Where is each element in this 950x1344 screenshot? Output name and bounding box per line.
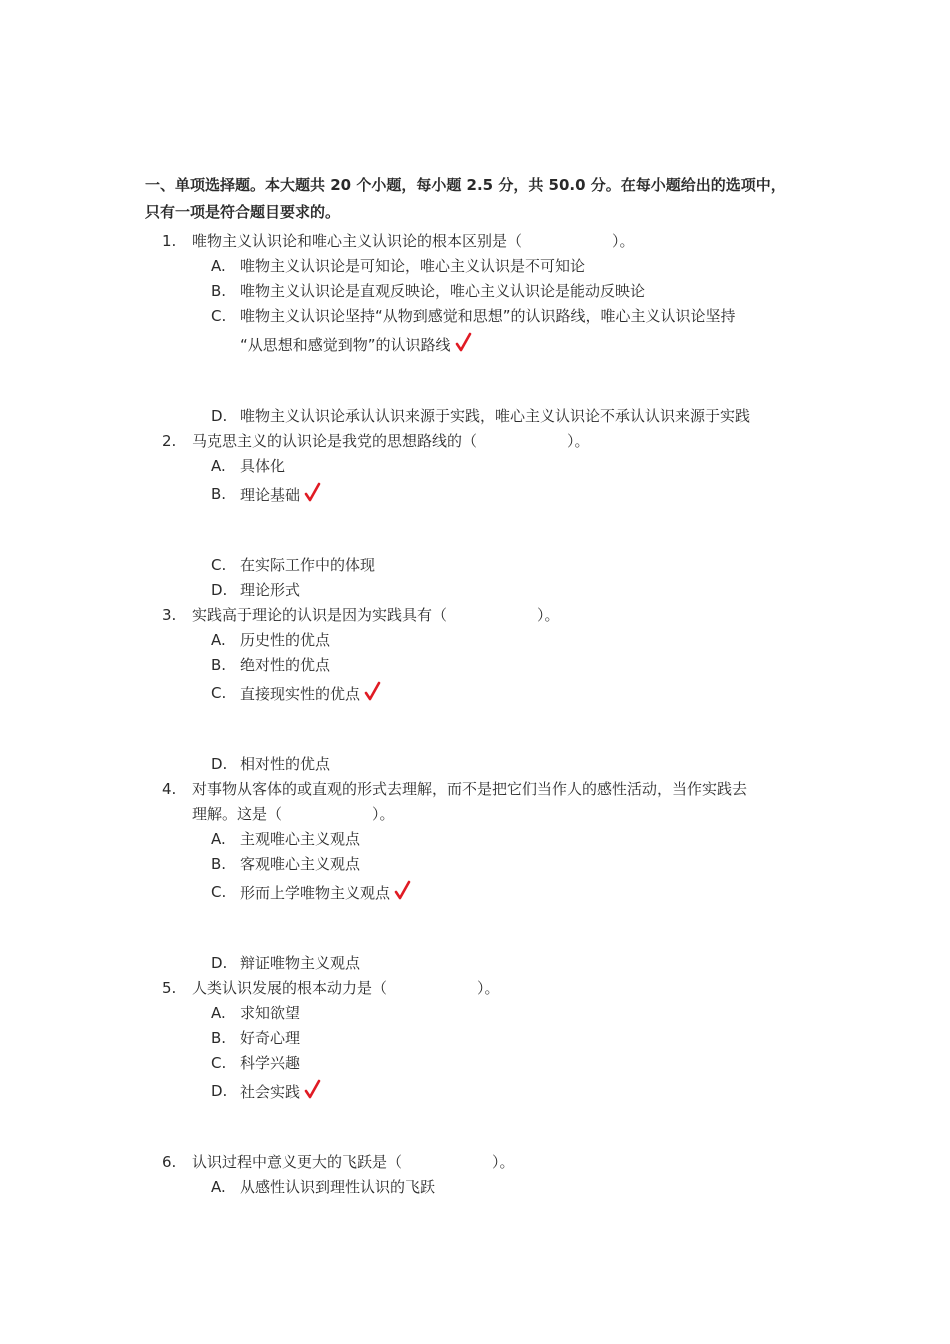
option-text[interactable]: 唯物主义认识论承认认识来源于实践，唯心主义认识论不承认认识来源于实践: [240, 407, 751, 425]
option-text-continuation: “从思想和感觉到物”的认识路线: [240, 336, 451, 354]
option-text[interactable]: 求知欲望: [240, 1004, 301, 1022]
question-number: 5.: [162, 979, 177, 997]
checkmark-icon: [455, 332, 473, 354]
option-text[interactable]: 唯物主义认识论是直观反映论，唯心主义认识论是能动反映论: [240, 282, 646, 300]
option-label: 形而上学唯物主义观点: [240, 884, 391, 902]
section-title: [145, 172, 835, 226]
option-letter[interactable]: A.: [211, 257, 226, 275]
option-letter[interactable]: A.: [211, 631, 226, 649]
option-text[interactable]: 具体化: [240, 457, 286, 475]
option-letter[interactable]: D.: [211, 581, 228, 599]
option-text[interactable]: [240, 880, 412, 905]
option-text[interactable]: 唯物主义认识论是可知论，唯心主义认识是不可知论: [240, 257, 586, 275]
option-letter[interactable]: C.: [211, 883, 227, 901]
option-letter[interactable]: D.: [211, 954, 228, 972]
option-letter[interactable]: B.: [211, 282, 227, 300]
option-letter[interactable]: C.: [211, 684, 227, 702]
option-text[interactable]: 历史性的优点: [240, 631, 331, 649]
question-stem: 马克思主义的认识论是我党的思想路线的（ ）。: [192, 432, 590, 450]
option-letter[interactable]: B.: [211, 1029, 227, 1047]
option-letter[interactable]: A.: [211, 830, 226, 848]
option-letter[interactable]: B.: [211, 656, 227, 674]
option-text[interactable]: [240, 681, 382, 706]
question-number: 2.: [162, 432, 177, 450]
question-stem: 认识过程中意义更大的飞跃是（ ）。: [192, 1153, 515, 1171]
option-text[interactable]: [240, 1079, 322, 1104]
question-number: 4.: [162, 780, 177, 798]
question-stem: 人类认识发展的根本动力是（ ）。: [192, 979, 500, 997]
option-text[interactable]: 好奇心理: [240, 1029, 301, 1047]
option-text[interactable]: 从感性认识到理性认识的飞跃: [240, 1178, 436, 1196]
option-text[interactable]: 在实际工作中的体现: [240, 556, 376, 574]
checkmark-icon: [394, 880, 412, 902]
option-text[interactable]: 绝对性的优点: [240, 656, 331, 674]
option-letter[interactable]: B.: [211, 485, 227, 503]
option-text-continued[interactable]: [240, 332, 473, 357]
question-number: 6.: [162, 1153, 177, 1171]
option-text[interactable]: 辩证唯物主义观点: [240, 954, 361, 972]
option-label: 社会实践: [240, 1083, 301, 1101]
question-stem: 实践高于理论的认识是因为实践具有（ ）。: [192, 606, 560, 624]
option-label: 直接现实性的优点: [240, 685, 361, 703]
option-text[interactable]: 客观唯心主义观点: [240, 855, 361, 873]
question-number: 1.: [162, 232, 177, 250]
option-text[interactable]: 主观唯心主义观点: [240, 830, 361, 848]
checkmark-icon: [304, 482, 322, 504]
checkmark-icon: [364, 681, 382, 703]
option-text[interactable]: [240, 482, 322, 507]
option-letter[interactable]: C.: [211, 556, 227, 574]
checkmark-icon: [304, 1079, 322, 1101]
option-text[interactable]: 理论形式: [240, 581, 301, 599]
option-letter[interactable]: D.: [211, 1082, 228, 1100]
option-letter[interactable]: D.: [211, 407, 228, 425]
option-letter[interactable]: C.: [211, 1054, 227, 1072]
option-label: 理论基础: [240, 486, 301, 504]
option-letter[interactable]: D.: [211, 755, 228, 773]
section-title-line-2: 只有一项是符合题目要求的。: [145, 203, 341, 221]
question-stem: 对事物从客体的或直观的形式去理解，而不是把它们当作人的感性活动，当作实践去: [192, 780, 748, 798]
question-stem-continued: 理解。这是（ ）。: [192, 805, 395, 823]
option-letter[interactable]: A.: [211, 457, 226, 475]
question-stem: 唯物主义认识论和唯心主义认识论的根本区别是（ ）。: [192, 232, 635, 250]
option-letter[interactable]: A.: [211, 1178, 226, 1196]
option-text[interactable]: 科学兴趣: [240, 1054, 301, 1072]
section-title-line-1: 一、单项选择题。本大题共 20 个小题，每小题 2.5 分，共 50.0 分。在每小题给出的选项中，: [145, 176, 786, 194]
option-letter[interactable]: A.: [211, 1004, 226, 1022]
option-letter[interactable]: C.: [211, 307, 227, 325]
option-text[interactable]: 唯物主义认识论坚持“从物到感觉和思想”的认识路线，唯心主义认识论坚持: [240, 307, 736, 325]
option-letter[interactable]: B.: [211, 855, 227, 873]
question-number: 3.: [162, 606, 177, 624]
option-text[interactable]: 相对性的优点: [240, 755, 331, 773]
